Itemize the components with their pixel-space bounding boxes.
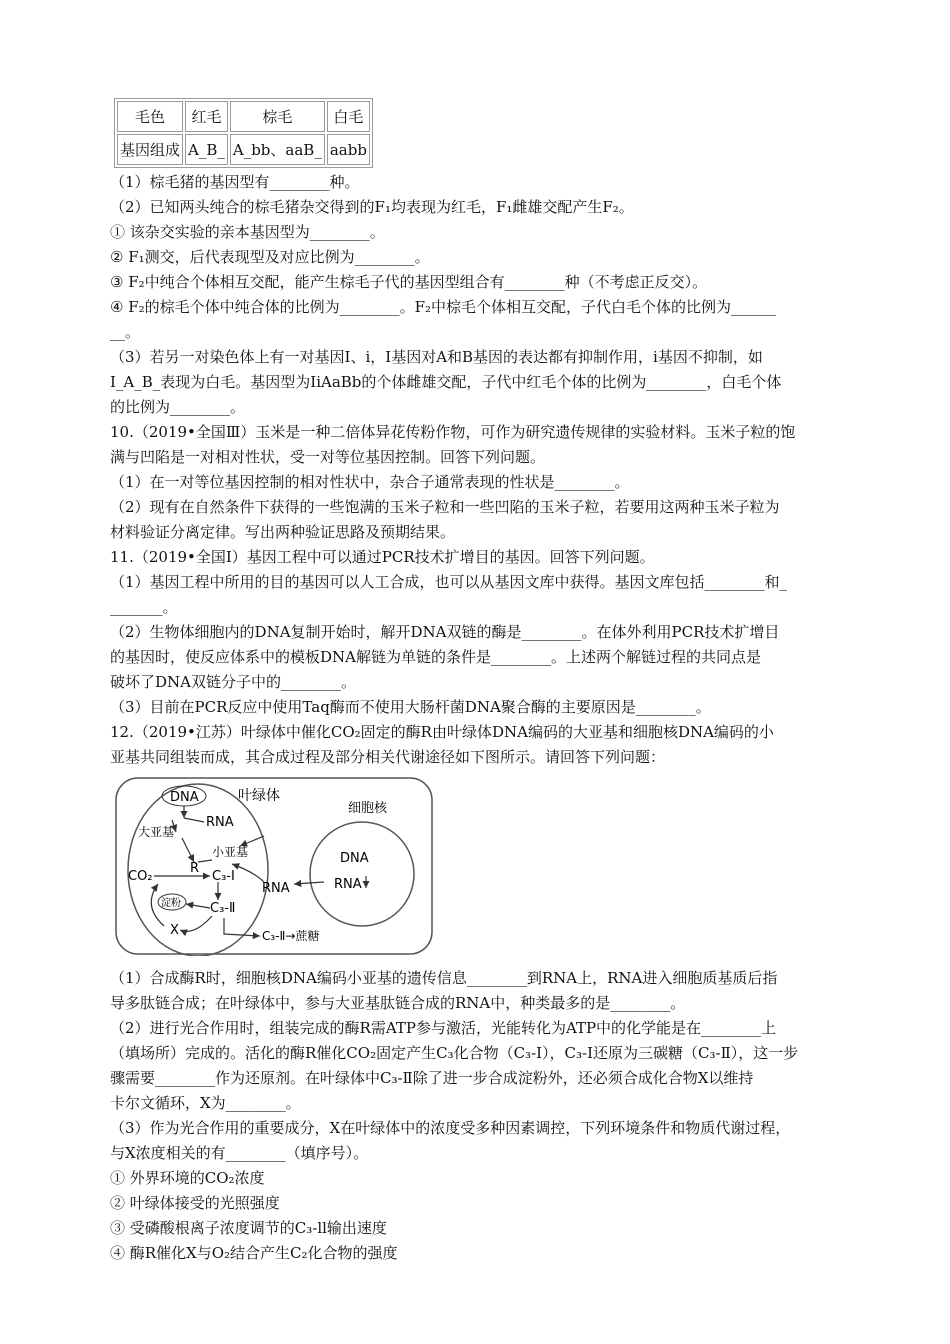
table-cell: 白毛 [327, 101, 370, 132]
nucleus-rna-label: RNA [334, 877, 362, 892]
text-line: ① 该杂交实验的亲本基因型为________。 [110, 223, 385, 241]
text-line: （2）现有在自然条件下获得的一些饱满的玉米子粒和一些凹陷的玉米子粒，若要用这两种玉米子粒为 [110, 498, 780, 516]
text-line: （1）合成酶R时，细胞核DNA编码小亚基的遗传信息________到RNA上，RNA进入细胞质基质后指 [110, 969, 778, 987]
questions-part-b [110, 966, 845, 1266]
nucleus-label: 细胞核 [348, 801, 388, 816]
chloroplast-dna-label: DNA [170, 790, 199, 805]
text-line: 导多肽链合成；在叶绿体中，参与大亚基肽链合成的RNA中，种类最多的是________。 [110, 994, 686, 1012]
table-cell: A_bb、aaB_ [230, 134, 325, 165]
document-page [110, 98, 845, 1266]
c3ii-label: C₃-Ⅱ [210, 901, 236, 916]
genotype-table [114, 98, 373, 168]
text-line: 卡尔文循环，X为________。 [110, 1094, 301, 1112]
text-line: （3）作为光合作用的重要成分，X在叶绿体中的浓度受多种因素调控，下列环境条件和物质代谢过程， [110, 1119, 791, 1137]
text-line: 10.（2019•全国Ⅲ）玉米是一种二倍体异花传粉作物，可作为研究遗传规律的实验材料。玉米子粒的饱 [110, 423, 796, 441]
text-line: 材料验证分离定律。写出两种验证思路及预期结果。 [110, 523, 456, 541]
text-line: ③ F₂中纯合个体相互交配，能产生棕毛子代的基因型组合有________种（不考虑正反交）。 [110, 273, 708, 291]
text-line: 的比例为________。 [110, 398, 246, 416]
x-label: X [170, 923, 179, 938]
text-line: ④ F₂的棕毛个体中纯合体的比例为________。F₂中棕毛个体相互交配，子代白毛个体的比例为______ [110, 298, 777, 316]
nucleus-dna-label: DNA [340, 851, 369, 866]
text-line: （1）基因工程中所用的目的基因可以人工合成，也可以从基因文库中获得。基因文库包括________和_ [110, 573, 788, 591]
text-line: （2）生物体细胞内的DNA复制开始时，解开DNA双链的酶是________。在体外利用PCR技术扩增目 [110, 623, 780, 641]
large-subunit-label: 大亚基 [138, 825, 175, 839]
table-cell: 基因组成 [117, 134, 183, 165]
table-cell: A_B_ [185, 134, 228, 165]
text-line: 满与凹陷是一对相对性状，受一对等位基因控制。回答下列问题。 [110, 448, 546, 466]
text-line: 亚基共同组装而成，其合成过程及部分相关代谢途径如下图所示。请回答下列问题： [110, 748, 666, 766]
table-cell: aabb [327, 134, 370, 165]
table-cell: 毛色 [117, 101, 183, 132]
text-line: _______。 [110, 598, 178, 616]
table-cell: 棕毛 [230, 101, 325, 132]
text-line: （1）在一对等位基因控制的相对性状中，杂合子通常表现的性状是________。 [110, 473, 630, 491]
cytoplasm-rna-label: RNA [262, 881, 290, 896]
chloroplast-rna-label: RNA [206, 815, 234, 830]
text-line: ③ 受磷酸根离子浓度调节的C₃-ll输出速度 [110, 1219, 387, 1237]
nucleus-outline [310, 822, 414, 926]
text-line: （1）棕毛猪的基因型有________种。 [110, 173, 360, 191]
starch-label: 淀粉 [161, 898, 181, 909]
text-line: ① 外界环境的CO₂浓度 [110, 1169, 265, 1187]
text-line: I_A_B_表现为白毛。基因型为IiAaBb的个体雌雄交配，子代中红毛个体的比例为________，白毛个体 [110, 373, 782, 391]
text-line: ② F₁测交，后代表现型及对应比例为________。 [110, 248, 430, 266]
enzyme-r-label: R [190, 861, 200, 876]
questions-part-a [110, 170, 845, 770]
text-line: （3）目前在PCR反应中使用Taq酶而不使用大肠杆菌DNA聚合酶的主要原因是________。 [110, 698, 711, 716]
text-line: （2）进行光合作用时，组装完成的酶R需ATP参与激活，光能转化为ATP中的化学能是在________上 [110, 1019, 777, 1037]
text-line: （2）已知两头纯合的棕毛猪杂交得到的F₁均表现为红毛，F₁雌雄交配产生F₂。 [110, 198, 634, 216]
table-header-row [117, 101, 370, 132]
text-line: 11.（2019•全国Ⅰ）基因工程中可以通过PCR技术扩增目的基因。回答下列问题。 [110, 548, 655, 566]
chloroplast-label: 叶绿体 [238, 788, 280, 804]
small-subunit-label: 小亚基 [212, 845, 249, 859]
text-line: 12.（2019•江苏）叶绿体中催化CO₂固定的酶R由叶绿体DNA编码的大亚基和细胞核DNA编码的小 [110, 723, 774, 741]
table-row [117, 134, 370, 165]
text-line: 的基因时，使反应体系中的模板DNA解链为单链的条件是________。上述两个解链过程的共同点是 [110, 648, 761, 666]
chloroplast-diagram [114, 776, 434, 956]
text-line: __。 [110, 323, 141, 341]
text-line: ② 叶绿体接受的光照强度 [110, 1194, 280, 1212]
text-line: （3）若另一对染色体上有一对基因I、i，I基因对A和B基因的表达都有抑制作用，i基因不抑制，如 [110, 348, 763, 366]
text-line: 破坏了DNA双链分子中的________。 [110, 673, 356, 691]
c3i-label: C₃-I [212, 869, 235, 884]
text-line: （填场所）完成的。活化的酶R催化CO₂固定产生C₃化合物（C₃-I），C₃-I还原为三碳糖（C₃-Ⅱ），这一步 [110, 1044, 799, 1062]
text-line: 与X浓度相关的有________（填序号）。 [110, 1144, 369, 1162]
sucrose-label: C₃-Ⅱ→蔗糖 [262, 929, 320, 943]
co2-label: CO₂ [128, 869, 153, 884]
text-line: 骤需要________作为还原剂。在叶绿体中C₃-Ⅱ除了进一步合成淀粉外，还必须合成化合物X以维持 [110, 1069, 754, 1087]
table-cell: 红毛 [185, 101, 228, 132]
text-line: ④ 酶R催化X与O₂结合产生C₂化合物的强度 [110, 1244, 398, 1262]
